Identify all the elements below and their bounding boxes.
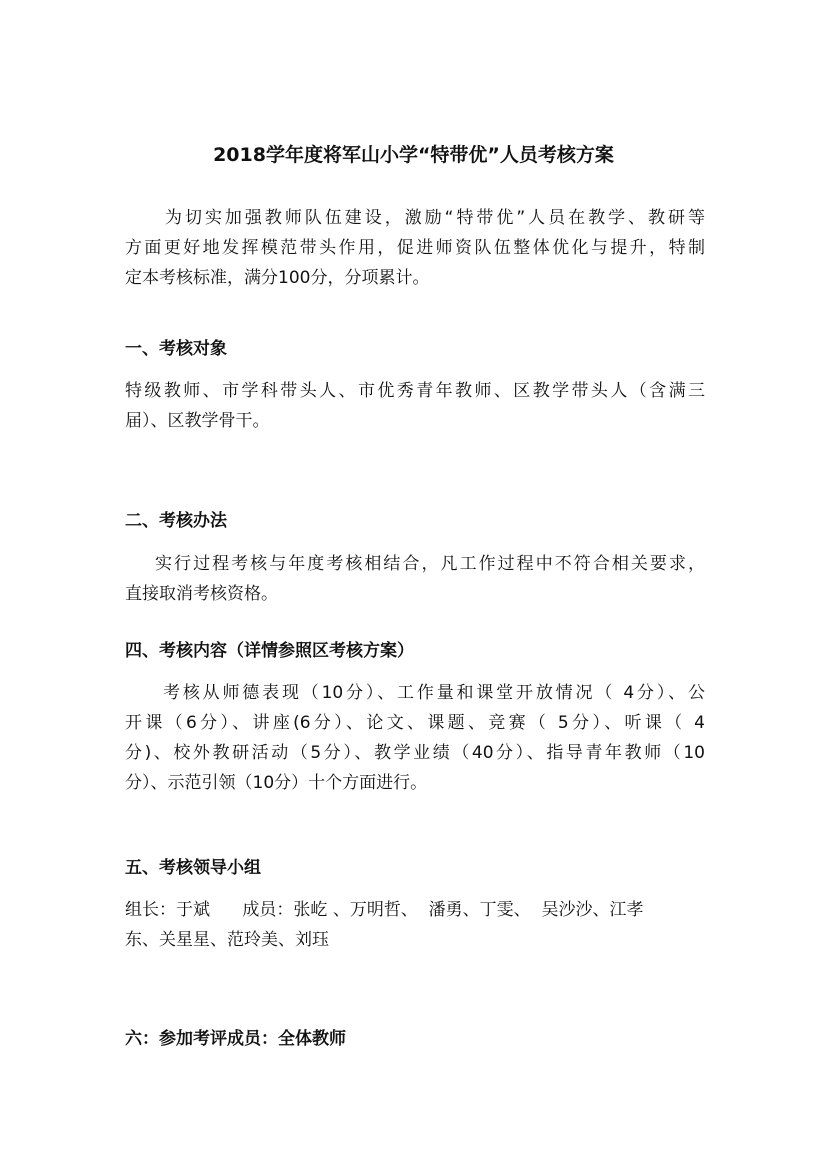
section-2-body	[125, 549, 705, 609]
intro-paragraph	[125, 203, 705, 293]
section-5-line-2: 东、关星星、范玲美、刘珏	[125, 930, 329, 950]
section-1-line-2: 届）、区教学骨干。	[125, 411, 270, 431]
section-5-line-1: 组长：于斌 成员：张屹 、万明哲、 潘勇、丁雯、 吴沙沙、江孝	[125, 900, 644, 920]
document-title: 2018学年度将军山小学“特带优”人员考核方案	[213, 144, 614, 166]
section-4-line-4: 分）、示范引领（10分）十个方面进行。	[125, 773, 428, 793]
section-2-line-1: 实行过程考核与年度考核相结合，凡工作过程中不符合相关要求，	[155, 554, 705, 574]
section-5-body	[125, 895, 705, 955]
section-4-line-2: 开课（6分）、讲座(6分）、论文、课题、竞赛（ 5分）、听课（ 4	[125, 713, 705, 733]
intro-line-2: 方面更好地发挥模范带头作用，促进师资队伍整体优化与提升，特制	[125, 238, 705, 258]
intro-line-3: 定本考核标准，满分100分，分项累计。	[125, 268, 430, 288]
section-4-heading: 四、考核内容（详情参照区考核方案）	[125, 641, 414, 661]
section-1-body	[125, 376, 705, 436]
section-1-line-1: 特级教师、市学科带头人、市优秀青年教师、区教学带头人（含满三	[125, 381, 705, 401]
section-2-line-2: 直接取消考核资格。	[125, 584, 278, 604]
section-2-heading: 二、考核办法	[125, 511, 227, 531]
section-6-heading: 六：参加考评成员：全体教师	[125, 1029, 346, 1049]
intro-line-1: 为切实加强教师队伍建设，激励“特带优”人员在教学、教研等	[165, 208, 705, 228]
section-4-line-1: 考核从师德表现（10分）、工作量和课堂开放情况（ 4分）、公	[163, 683, 705, 703]
section-4-body	[125, 678, 705, 798]
section-5-heading: 五、考核领导小组	[125, 858, 261, 878]
section-1-heading: 一、考核对象	[125, 339, 227, 359]
section-4-line-3: 分)、校外教研活动（5分）、教学业绩（40分）、指导青年教师（10	[125, 743, 705, 763]
